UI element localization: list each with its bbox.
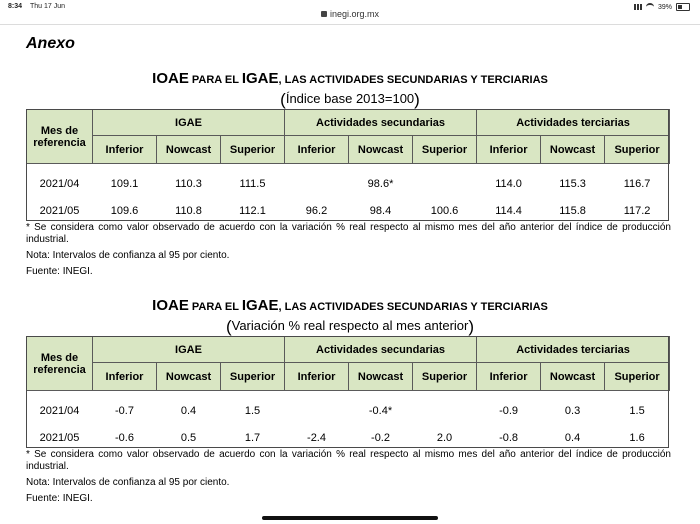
table-cell: 116.7	[623, 177, 651, 190]
table1-title-ioae: IOAE	[152, 70, 189, 87]
table1-mes-header: Mes de referencia	[27, 110, 93, 164]
table1-group-terciarias: Actividades terciarias	[477, 110, 670, 136]
table-cell: 100.6	[430, 204, 459, 217]
table2-subheader: Nowcast	[349, 363, 413, 391]
table-cell: -0.4*	[368, 404, 393, 417]
table-cell: 110.3	[175, 177, 202, 190]
table2-title-para: PARA EL	[188, 301, 242, 313]
table2-subheader: Superior	[221, 363, 285, 391]
table1-group-secundarias: Actividades secundarias	[285, 110, 477, 136]
table-row	[27, 397, 670, 424]
table-row	[27, 424, 670, 451]
table1-source: Fuente: INEGI.	[26, 266, 93, 277]
table2-mes-cell: 2021/04	[39, 404, 80, 417]
table1-subtitle-text: Índice base 2013=100	[285, 91, 415, 106]
table-cell	[285, 397, 349, 424]
table2-note: Nota: Intervalos de confianza al 95 por ciento.	[26, 477, 230, 488]
table2-subheader: Nowcast	[541, 363, 605, 391]
status-date: Thu 17 Jun	[30, 3, 66, 10]
table1-title-igae: IGAE	[241, 70, 279, 87]
table1-subheader: Nowcast	[541, 136, 605, 164]
table-cell: 115.8	[559, 204, 586, 217]
table2-subheader: Superior	[413, 363, 477, 391]
table1-subheader: Superior	[605, 136, 670, 164]
toolbar-divider	[0, 24, 700, 25]
table1-subheader: Superior	[413, 136, 477, 164]
table-row	[27, 197, 670, 224]
address-bar[interactable]	[0, 9, 700, 19]
table1-footnote: * Se considera como valor observado de acuerdo con la variación % real respecto al mismo mes del año anterior del índice de producción industrial.	[26, 222, 671, 245]
table-cell: 98.6*	[367, 177, 394, 190]
table2-subheader: Superior	[605, 363, 670, 391]
table2-footnote: * Se considera como valor observado de acuerdo con la variación % real respecto al mismo mes del año anterior del índice de producción industrial.	[26, 449, 671, 472]
table-cell	[285, 170, 349, 197]
table1	[26, 109, 670, 224]
table2-subtitle: (Variación % real respecto al mes anterior)	[225, 317, 475, 336]
table1-title-para: PARA EL	[188, 74, 242, 86]
table2-source: Fuente: INEGI.	[26, 493, 93, 504]
table1-group-igae: IGAE	[93, 110, 285, 136]
table2-subheader: Inferior	[93, 363, 157, 391]
table2-subheader: Nowcast	[157, 363, 221, 391]
battery-percent: 39%	[657, 3, 672, 11]
table-cell: -2.4	[307, 431, 326, 444]
table-cell: -0.9	[499, 404, 519, 417]
table2-title-rest: , LAS ACTIVIDADES SECUNDARIAS Y TERCIARIAS	[278, 301, 548, 313]
status-time: 8:34	[8, 3, 23, 10]
table-cell: 1.7	[244, 431, 261, 444]
table2-group-secundarias: Actividades secundarias	[285, 337, 477, 363]
table-cell: 114.4	[495, 204, 522, 217]
home-indicator[interactable]	[262, 516, 438, 520]
table1-subheader: Nowcast	[349, 136, 413, 164]
lock-icon	[321, 11, 327, 17]
table-cell: 0.4	[564, 431, 581, 444]
table-cell: 109.1	[110, 177, 139, 190]
table-cell: 115.3	[559, 177, 586, 190]
table1-title-rest: , LAS ACTIVIDADES SECUNDARIAS Y TERCIARIAS	[278, 74, 548, 86]
table2-mes-header: Mes de referencia	[27, 337, 93, 391]
table-cell: 109.6	[110, 204, 139, 217]
table2-mes-cell: 2021/05	[39, 431, 80, 444]
table-cell: 1.5	[629, 404, 645, 417]
table2-subtitle-text: Variación % real respecto al mes anterior	[231, 318, 469, 333]
table-cell: 0.5	[180, 431, 197, 444]
table1-subheader: Inferior	[93, 136, 157, 164]
table-row	[27, 170, 670, 197]
table1-mes-cell: 2021/04	[39, 177, 80, 190]
table-cell: 110.8	[175, 204, 202, 217]
table2-subheader: Inferior	[477, 363, 541, 391]
table1-subheader: Superior	[221, 136, 285, 164]
table1-subheader: Inferior	[477, 136, 541, 164]
table1-note: Nota: Intervalos de confianza al 95 por ciento.	[26, 250, 230, 261]
table2-title-ioae: IOAE	[152, 297, 189, 314]
table-cell: 114.0	[495, 177, 522, 190]
table-cell: -0.8	[499, 431, 519, 444]
table2-subheader: Inferior	[285, 363, 349, 391]
table-cell: 96.2	[305, 204, 328, 217]
table1-subtitle: (Índice base 2013=100)	[280, 90, 420, 109]
table-cell	[413, 170, 477, 197]
table-cell: 98.4	[369, 204, 392, 217]
table-cell: 2.0	[436, 431, 453, 444]
table2-title	[0, 297, 700, 314]
page-heading: Anexo	[26, 35, 75, 52]
table-cell: -0.6	[115, 431, 134, 444]
table2	[26, 336, 670, 451]
table-cell: 111.5	[239, 177, 266, 190]
table-cell: 0.3	[564, 404, 581, 417]
table-cell: -0.7	[115, 404, 134, 417]
table2-title-igae: IGAE	[241, 297, 279, 314]
table-cell	[413, 397, 477, 424]
table2-group-igae: IGAE	[93, 337, 285, 363]
table1-mes-cell: 2021/05	[39, 204, 80, 217]
table1-subheader: Nowcast	[157, 136, 221, 164]
table1-subheader: Inferior	[285, 136, 349, 164]
table-cell: -0.2	[371, 431, 390, 444]
table-cell: 1.6	[629, 431, 645, 444]
table1-title	[0, 70, 700, 87]
table-cell: 1.5	[244, 404, 261, 417]
table2-group-terciarias: Actividades terciarias	[477, 337, 670, 363]
table-cell: 112.1	[239, 204, 266, 217]
table-cell: 0.4	[180, 404, 197, 417]
table-cell: 117.2	[623, 204, 651, 217]
url-text: inegi.org.mx	[329, 9, 380, 19]
